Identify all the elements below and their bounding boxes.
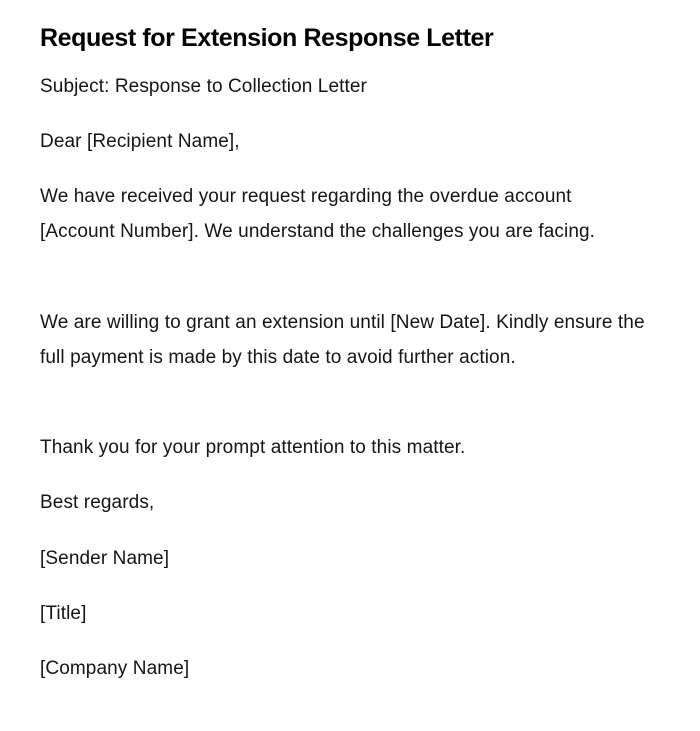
company-name: [Company Name] bbox=[40, 658, 190, 679]
document-title: Request for Extension Response Letter bbox=[40, 24, 494, 52]
subject-line: Subject: Response to Collection Letter bbox=[40, 76, 367, 97]
body-paragraph-3: Thank you for your prompt attention to this matter. bbox=[40, 437, 466, 458]
sender-name: [Sender Name] bbox=[40, 548, 170, 569]
closing: Best regards, bbox=[40, 492, 155, 513]
salutation: Dear [Recipient Name], bbox=[40, 131, 240, 152]
body-paragraph-1: We have received your request regarding the overdue account [Account Number]. We understand the challenges you are facing. bbox=[40, 186, 596, 242]
sender-title: [Title] bbox=[40, 603, 87, 624]
body-paragraph-2: We are willing to grant an extension until [New Date]. Kindly ensure the full payment is made by this date to avoid further action. bbox=[40, 312, 645, 368]
